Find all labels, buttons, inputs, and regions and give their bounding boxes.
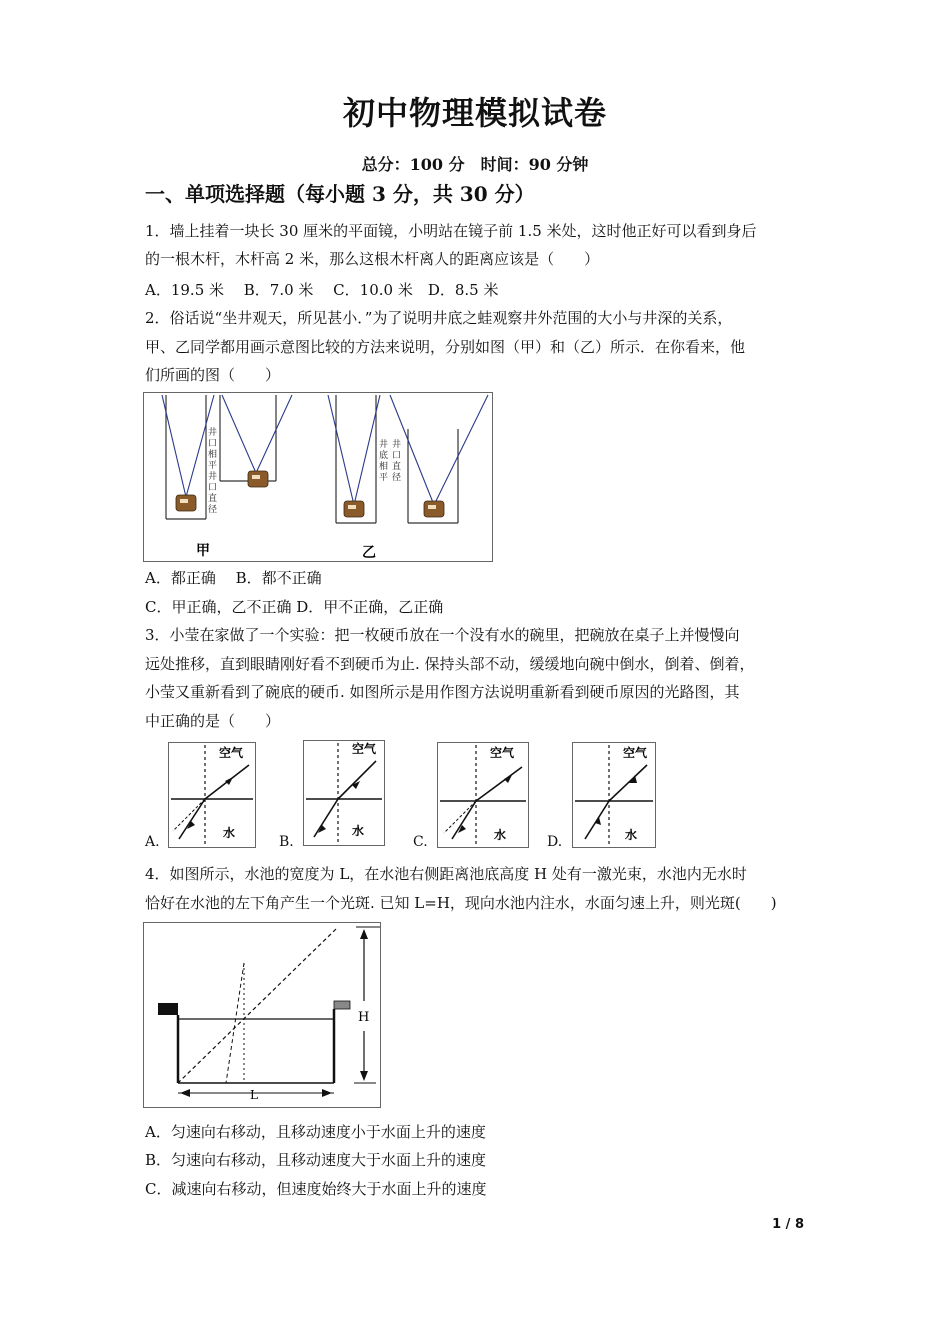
q1-line1: 1．墙上挂着一块长 30 厘米的平面镜，小明站在镜子前 1.5 米处，这时他正好可以看到身后 [145, 222, 757, 240]
annotation-jia-1: 井口相平 [208, 428, 218, 471]
section-heading: 一、单项选择题（每小题 3 分，共 30 分） [145, 182, 535, 206]
water-label: 水 [494, 828, 507, 842]
q3-line1: 3．小莹在家做了一个实验：把一枚硬币放在一个没有水的碗里，把碗放在桌子上并慢慢向 [145, 626, 740, 644]
q1-options: A．19.5 米 B．7.0 米 C．10.0 米 D．8.5 米 [145, 281, 499, 299]
q2-line2: 甲、乙同学都用画示意图比较的方法来说明，分别如图（甲）和（乙）所示．在你看来，他 [145, 338, 746, 356]
air-label: 空气 [352, 742, 377, 756]
q2-options-2: C．甲正确，乙不正确 D．甲不正确，乙正确 [145, 598, 444, 616]
water-label: 水 [352, 824, 365, 838]
air-label: 空气 [623, 746, 648, 760]
q2-options-1: A．都正确 B．都不正确 [145, 569, 322, 587]
q3-figure-b [303, 740, 385, 846]
water-label: 水 [625, 828, 638, 842]
water-label: 水 [223, 826, 236, 840]
q3-figure-d [572, 742, 656, 848]
q2-line3: 们所画的图（ ） [145, 366, 281, 384]
q3-label-a: A. [145, 834, 160, 850]
q2-line1: 2．俗话说“坐井观天，所见甚小．”为了说明井底之蛙观察井外范围的大小与井深的关系， [145, 309, 733, 327]
annotation-yi-2: 井口直径 [392, 440, 402, 483]
q3-line3: 小莹又重新看到了碗底的硬币. 如图所示是用作图方法说明重新看到硬币原因的光路图，其 [145, 683, 740, 701]
fig-label-jia: 甲 [196, 543, 210, 559]
air-label: 空气 [219, 746, 244, 760]
annotation-jia-2: 井口直径 [208, 472, 218, 515]
exam-meta: 总分：100 分 时间：90 分钟 [361, 155, 589, 174]
q4-line2: 恰好在水池的左下角产生一个光斑. 已知 L=H，现向水池内注水，水面匀速上升，则光斑( ) [145, 894, 777, 912]
page-title: 初中物理模拟试卷 [342, 94, 607, 132]
fig-label-yi: 乙 [362, 545, 376, 561]
dim-L: L [250, 1088, 258, 1102]
q2-figure-annotations [208, 426, 401, 515]
q3-figure-a [168, 742, 256, 848]
dim-H: H [358, 1010, 370, 1025]
air-label: 空气 [490, 746, 515, 760]
q4-option-b: B．匀速向右移动，且移动速度大于水面上升的速度 [145, 1151, 487, 1169]
q1-line2: 的一根木杆，木杆高 2 米，那么这根木杆离人的距离应该是（ ） [145, 250, 600, 268]
q3-label-d: D. [547, 834, 563, 850]
q3-line4: 中正确的是（ ） [145, 712, 281, 730]
annotation-yi-1: 井底相平 [379, 440, 389, 483]
q3-line2: 远处推移，直到眼睛刚好看不到硬币为止. 保持头部不动，缓缓地向碗中倒水，倒着、倒着， [145, 655, 755, 673]
q4-figure [143, 922, 381, 1108]
page-number: 1 / 8 [772, 1217, 804, 1232]
q2-figure [143, 392, 493, 562]
q4-option-a: A．匀速向右移动，且移动速度小于水面上升的速度 [145, 1123, 486, 1141]
q3-label-b: B. [279, 834, 294, 850]
q3-label-c: C. [413, 834, 428, 850]
q4-line1: 4．如图所示，水池的宽度为 L，在水池右侧距离池底高度 H 处有一激光束，水池内无水时 [145, 865, 747, 883]
q4-option-c: C．减速向右移动，但速度始终大于水面上升的速度 [145, 1180, 487, 1198]
q3-figure-c [437, 742, 529, 848]
